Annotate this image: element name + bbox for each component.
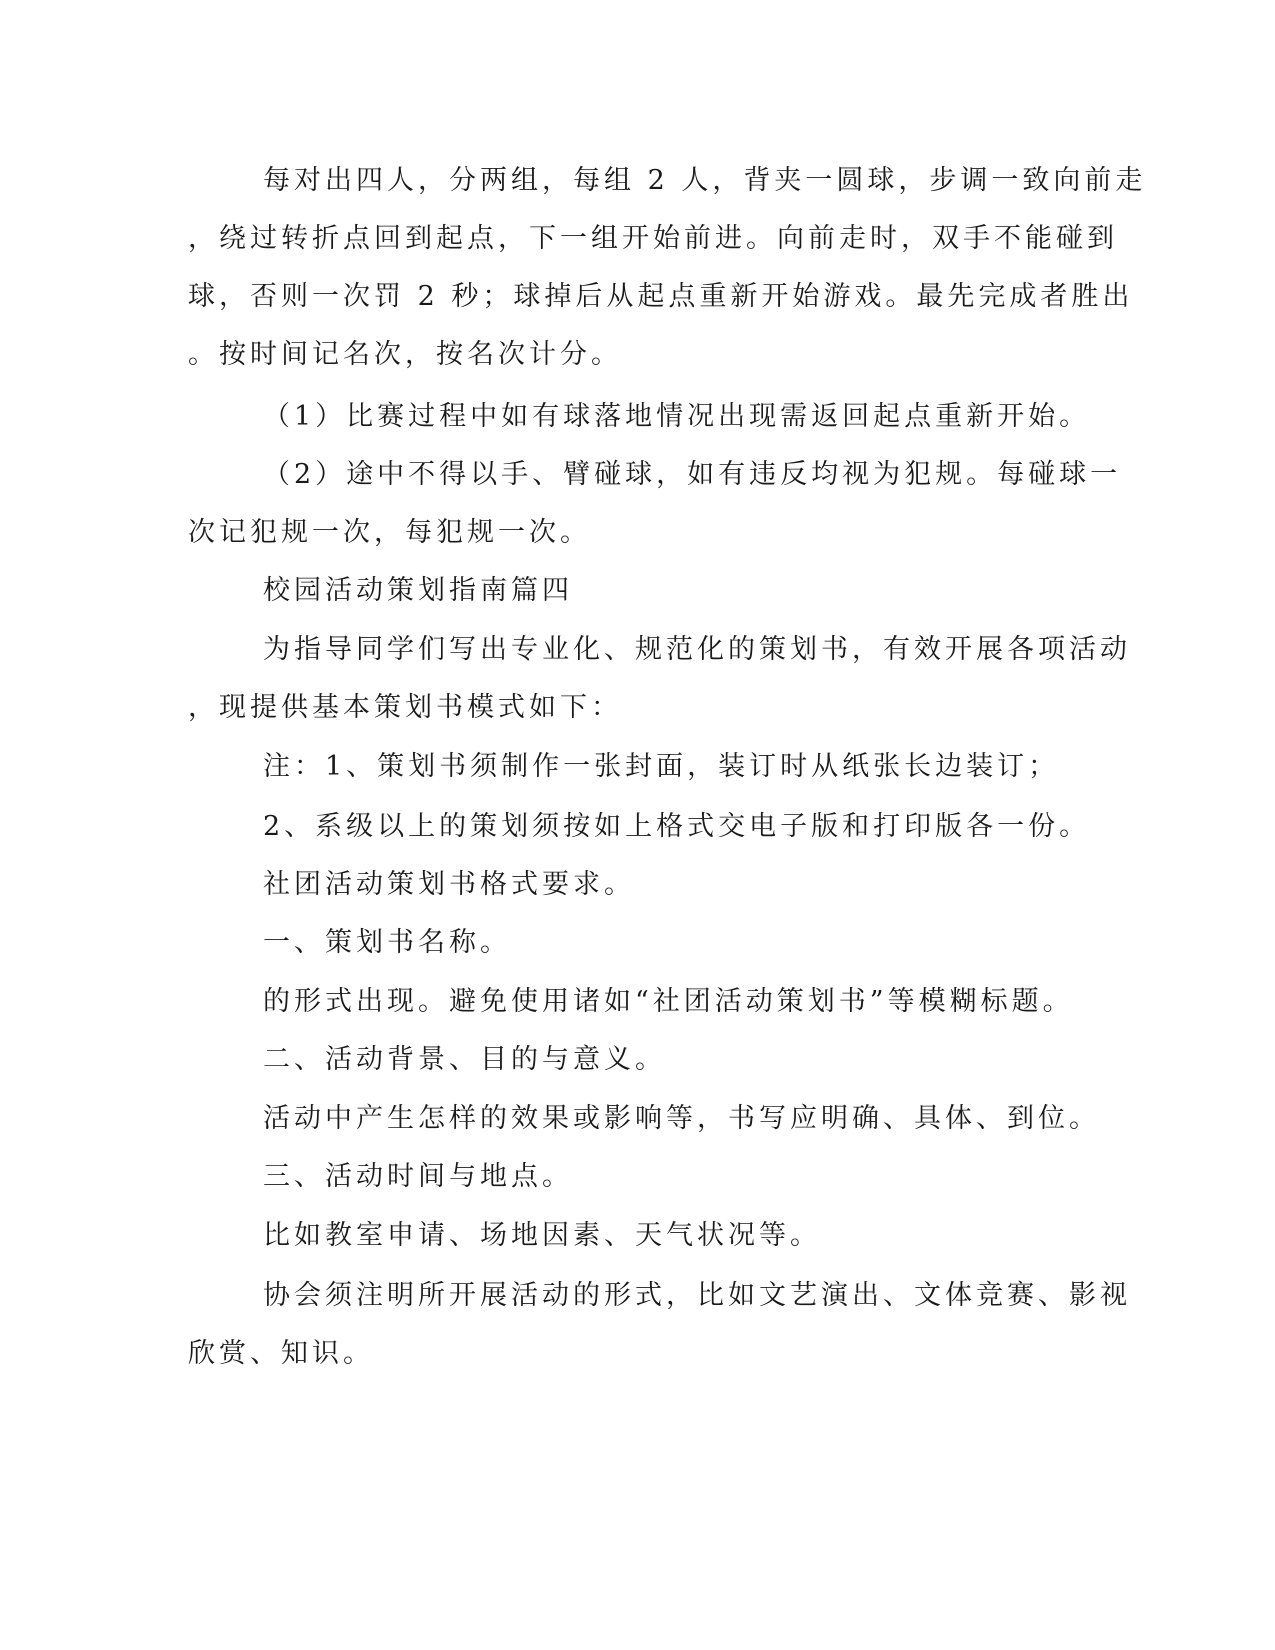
paragraph-line: 的形式出现。避免使用诸如“社团活动策划书”等模糊标题。	[263, 986, 1074, 1017]
paragraph-line: 为指导同学们写出专业化、规范化的策划书，有效开展各项活动	[263, 634, 1131, 665]
paragraph-line: 社团活动策划书格式要求。	[263, 869, 635, 900]
paragraph-line: 活动中产生怎样的效果或影响等，书写应明确、具体、到位。	[263, 1103, 1100, 1134]
paragraph-line: 次记犯规一次，每犯规一次。	[188, 517, 591, 548]
paragraph-line: ，绕过转折点回到起点，下一组开始前进。向前走时，双手不能碰到	[188, 223, 1118, 254]
section-heading: 三、活动时间与地点。	[263, 1161, 573, 1192]
paragraph-line: 协会须注明所开展活动的形式，比如文艺演出、文体竞赛、影视	[263, 1280, 1131, 1311]
paragraph-line: 欣赏、知识。	[188, 1338, 374, 1369]
paragraph-line: 球，否则一次罚 2 秒；球掉后从起点重新开始游戏。最先完成者胜出	[188, 281, 1134, 312]
paragraph-line: 每对出四人，分两组，每组 2 人，背夹一圆球，步调一致向前走	[263, 165, 1147, 196]
section-heading: 一、策划书名称。	[263, 927, 511, 958]
paragraph-line: 注：1、策划书须制作一张封面，装订时从纸张长边装订；	[263, 751, 1060, 782]
paragraph-line: 2、系级以上的策划须按如上格式交电子版和打印版各一份。	[263, 811, 1091, 842]
section-heading: 校园活动策划指南篇四	[263, 575, 573, 606]
paragraph-line: （1）比赛过程中如有球落地情况出现需返回起点重新开始。	[263, 401, 1091, 432]
paragraph-line: （2）途中不得以手、臂碰球，如有违反均视为犯规。每碰球一	[263, 459, 1122, 490]
paragraph-line: ，现提供基本策划书模式如下：	[188, 692, 622, 723]
section-heading: 二、活动背景、目的与意义。	[263, 1044, 666, 1075]
paragraph-line: 比如教室申请、场地因素、天气状况等。	[263, 1220, 821, 1251]
paragraph-line: 。按时间记名次，按名次计分。	[188, 339, 622, 370]
